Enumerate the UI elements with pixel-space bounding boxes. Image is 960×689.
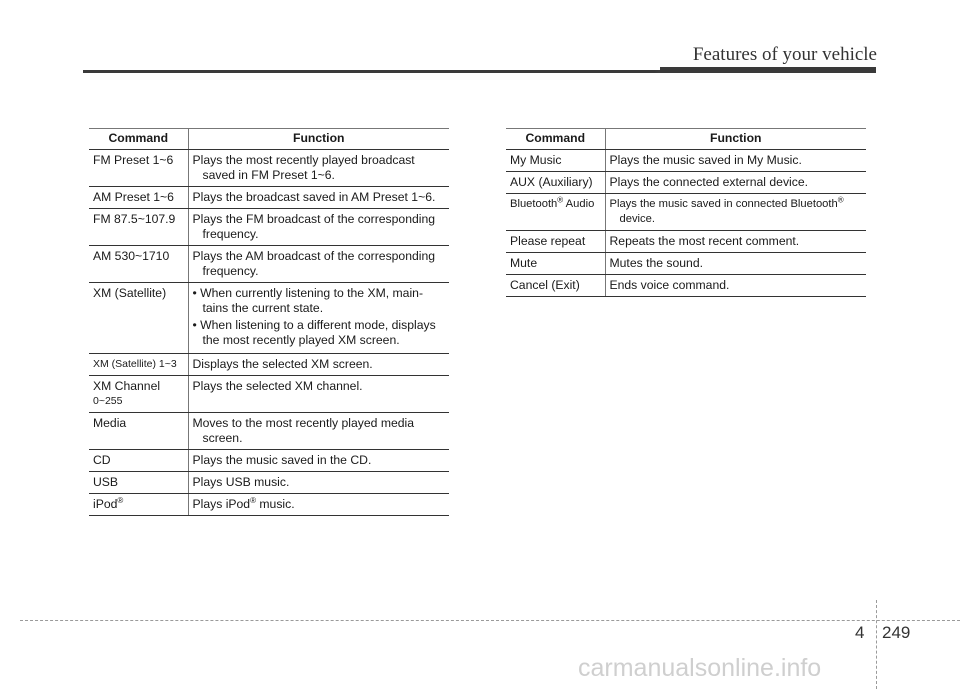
function-cell [188,209,449,246]
function-text-cont: frequency. [202,227,259,241]
command-text: iPod [93,497,118,511]
registered-mark: ® [557,195,564,205]
bullet-text-cont: tains the current state. [202,301,324,315]
command-cell: AM 530~1710 [89,246,188,283]
column-header-command: Command [506,129,605,150]
function-text: Plays the most recently played broadcast [192,153,415,167]
function-text-cont: device. [619,213,655,225]
table-row [89,246,449,283]
table-row [89,472,449,494]
command-cell: Cancel (Exit) [506,275,605,297]
function-cell: Displays the selected XM screen. [188,354,449,376]
table-header-row [89,129,449,150]
function-text: Plays iPod [192,497,251,511]
function-cell: Plays the music saved in My Music. [605,150,866,172]
table-row [89,494,449,516]
function-cell [188,246,449,283]
table-row [506,253,866,275]
table-row [506,275,866,297]
table-row [506,231,866,253]
table-row [89,354,449,376]
registered-mark: ® [837,195,844,205]
function-text: Plays the FM broadcast of the corresponding [192,212,436,226]
bullet-text: • When listening to a different mode, displays [192,318,436,332]
function-text: Plays the music saved in connected Bluetooth [609,198,838,210]
command-cell: Please repeat [506,231,605,253]
table-row [89,187,449,209]
watermark: carmanualsonline.info [578,654,822,682]
function-cell [605,194,866,231]
command-cell: FM 87.5~107.9 [89,209,188,246]
bullet-text-cont: the most recently played XM screen. [202,333,400,347]
function-cell: Plays the music saved in the CD. [188,450,449,472]
section-title: Features of your vehicle [692,44,877,65]
command-cell [89,494,188,516]
bullet-item [193,286,444,316]
table-row [506,150,866,172]
command-cell [89,376,188,413]
column-header-function: Function [188,129,449,150]
function-text-cont: screen. [202,431,243,445]
command-text: XM Channel [93,379,161,393]
table-row [89,283,449,354]
function-text-cont: saved in FM Preset 1~6. [202,168,335,182]
function-text: Plays the AM broadcast of the corresponding [192,249,436,263]
table-row [506,194,866,231]
bullet-item [193,318,444,348]
function-cell: Plays the connected external device. [605,172,866,194]
header-rule-tab [660,67,876,73]
function-cell: Plays USB music. [188,472,449,494]
function-cell [188,283,449,354]
chapter-number: 4 [855,623,865,642]
function-cell: Ends voice command. [605,275,866,297]
function-text: Moves to the most recently played media [192,416,415,430]
command-cell: FM Preset 1~6 [89,150,188,187]
voice-command-table-right [506,128,866,297]
registered-mark: ® [250,495,256,505]
command-cell [506,194,605,231]
voice-command-table-left [89,128,449,516]
column-header-function: Function [605,129,866,150]
function-cell: Plays the selected XM channel. [188,376,449,413]
bullet-text: • When currently listening to the XM, main- [192,286,424,300]
function-cell: Mutes the sound. [605,253,866,275]
command-cell: AM Preset 1~6 [89,187,188,209]
function-cell [188,413,449,450]
command-text-after: Audio [563,198,595,210]
footer-dashed-rule [20,620,960,621]
table-row [89,150,449,187]
column-header-command: Command [89,129,188,150]
command-cell: XM (Satellite) 1~3 [89,354,188,376]
table-row [506,172,866,194]
command-cell: USB [89,472,188,494]
table-header-row [506,129,866,150]
function-cell: Plays the broadcast saved in AM Preset 1~6. [188,187,449,209]
table-row [89,413,449,450]
command-cell: CD [89,450,188,472]
command-cell: AUX (Auxiliary) [506,172,605,194]
command-cell: Media [89,413,188,450]
function-cell [188,150,449,187]
page-number: 249 [882,623,911,642]
registered-mark: ® [117,495,124,505]
table-row [89,376,449,413]
command-cell: My Music [506,150,605,172]
function-text-after: music. [256,497,295,511]
function-cell: Repeats the most recent comment. [605,231,866,253]
footer-dashed-divider [876,600,877,689]
command-cell: XM (Satellite) [89,283,188,354]
command-cell: Mute [506,253,605,275]
function-text-cont: frequency. [202,264,259,278]
table-row [89,209,449,246]
command-text: Bluetooth [510,198,558,210]
command-text-cont: 0~255 [93,395,123,407]
function-cell [188,494,449,516]
table-row [89,450,449,472]
